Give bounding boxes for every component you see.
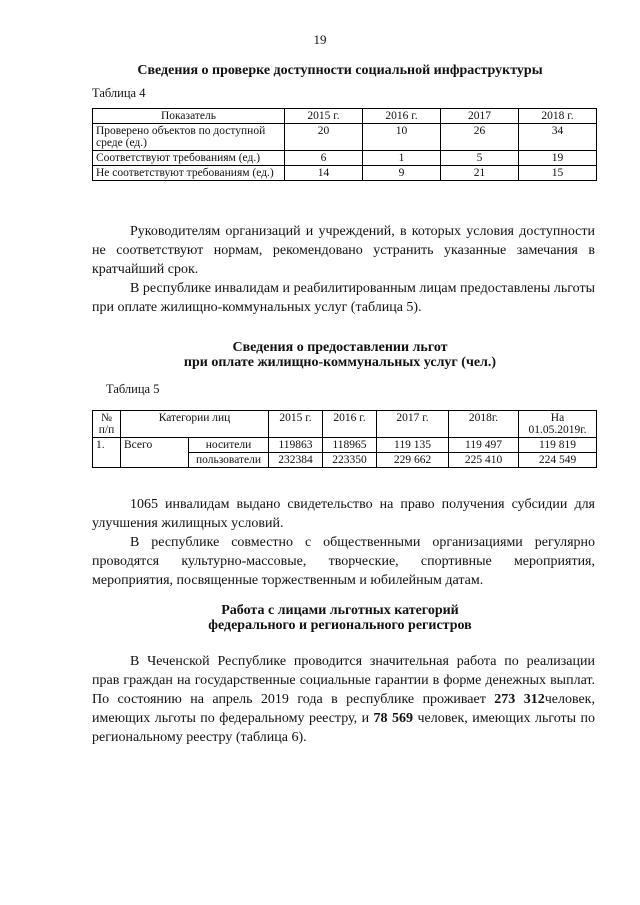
table4-cell: 5 (441, 151, 519, 166)
table5 (92, 410, 597, 468)
table-row (93, 438, 597, 453)
paragraph-text: В республике совместно с общественными организациями регулярно проводятся культурно-массовые, творческие, спортивные мероприятия, мероприятия, посвященные торжественным и юбилейным датам. (92, 535, 595, 588)
table4-cell: 20 (285, 124, 363, 151)
table5-cell: 119 135 (377, 438, 449, 453)
table5-cell: 223350 (323, 453, 377, 468)
regional-count: 78 569 (373, 711, 414, 726)
table4-header: 2015 г. (285, 109, 363, 124)
table5-cell: 224 549 (519, 453, 597, 468)
table5-cell: носители (189, 438, 269, 453)
section3-title (60, 603, 620, 633)
paragraph-certificates (92, 495, 595, 533)
table-row (93, 166, 597, 181)
table4-header: Показатель (93, 109, 285, 124)
table5-cell: 229 662 (377, 453, 449, 468)
paragraph-registers (92, 652, 595, 747)
section3-title-line1: Работа с лицами льготных категорий (221, 603, 459, 618)
table5-cell: 225 410 (449, 453, 519, 468)
paragraph-text: человек, имеющих льготы по федеральному реестру, и (92, 692, 595, 726)
table5-cell: 118965 (323, 438, 377, 453)
table5-cell: 119 497 (449, 438, 519, 453)
table5-header: № п/п (93, 411, 121, 438)
table5-header-row (93, 411, 597, 438)
section2-title-line2: при оплате жилищно-коммунальных услуг (чел.) (183, 355, 497, 370)
table5-header: 2018г. (449, 411, 519, 438)
table5-group: Всего (121, 438, 189, 468)
table4-cell: 21 (441, 166, 519, 181)
page-number: 19 (313, 32, 327, 47)
table4-cell: 6 (285, 151, 363, 166)
table5-header: Категории лиц (121, 411, 269, 438)
section2-title-line1: Сведения о предоставлении льгот (232, 340, 448, 355)
paragraph-text: человек, имеющих льготы по региональному реестру (таблица 6). (92, 711, 596, 745)
table5-cell: 119 819 (519, 438, 597, 453)
table5-header: 2015 г. (269, 411, 323, 438)
table5-header: 2017 г. (377, 411, 449, 438)
table4-cell: Проверено объектов по доступной среде (ед.) (93, 124, 285, 151)
table4-header: 2016 г. (363, 109, 441, 124)
paragraph-text: Руководителям организаций и учреждений, в которых условия доступности не соответствуют нормам, рекомендовано устранить указанные замечания в кратчайший срок. (92, 224, 595, 277)
table5-row-number: 1. (93, 438, 121, 468)
table4-cell: 26 (441, 124, 519, 151)
paragraph-text: 1065 инвалидам выдано свидетельство на право получения субсидии для улучшения жилищных условий. (92, 497, 595, 531)
table4-cell: Не соответствуют требованиям (ед.) (93, 166, 285, 181)
table4 (92, 108, 597, 181)
table4-cell: 34 (519, 124, 597, 151)
table4-cell: 14 (285, 166, 363, 181)
table5-caption: Таблица 5 (106, 382, 160, 396)
table4-caption: Таблица 4 (92, 86, 146, 100)
table5-header: На 01.05.2019г. (519, 411, 597, 438)
table5-header: 2016 г. (323, 411, 377, 438)
paragraph-text: В Чеченской Республике проводится значительная работа по реализации прав граждан на государственные социальные гарантии в форме денежных выплат. По состоянию на апрель 2019 года в республике проживает (92, 654, 595, 707)
table-row (93, 151, 597, 166)
table-row (93, 124, 597, 151)
table4-cell: 9 (363, 166, 441, 181)
table4-header: 2017 (441, 109, 519, 124)
table5-cell: пользователи (189, 453, 269, 468)
paragraph-events (92, 533, 595, 590)
federal-count: 273 312 (494, 692, 545, 707)
table4-cell: 1 (363, 151, 441, 166)
paragraph-text: В республике инвалидам и реабилитированным лицам предоставлены льготы при оплате жилищно-коммунальных услуг (таблица 5). (92, 281, 595, 315)
paragraph-recommendation (92, 222, 595, 279)
section2-title (60, 340, 620, 370)
table4-cell: 15 (519, 166, 597, 181)
table4-header-row (93, 109, 597, 124)
table4-cell: 19 (519, 151, 597, 166)
table4-cell: Соответствуют требованиям (ед.) (93, 151, 285, 166)
section3-title-line2: федерального и регионального регистров (208, 618, 472, 633)
table5-cell: 232384 (269, 453, 323, 468)
section1-title: Сведения о проверке доступности социальной инфраструктуры (137, 63, 543, 78)
table5-cell: 119863 (269, 438, 323, 453)
table4-cell: 10 (363, 124, 441, 151)
paragraph-benefits (92, 279, 595, 317)
table4-header: 2018 г. (519, 109, 597, 124)
